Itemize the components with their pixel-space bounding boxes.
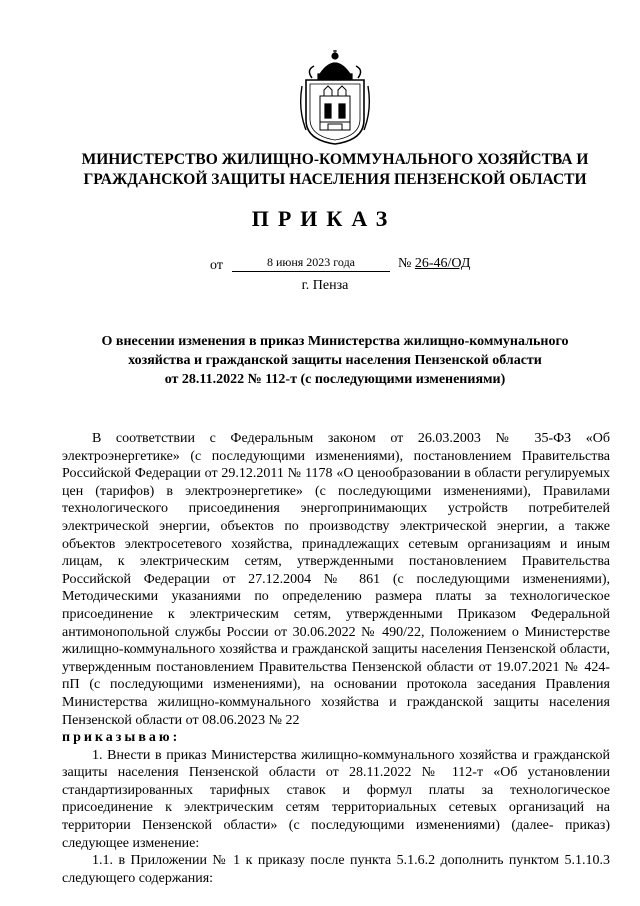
document-body xyxy=(62,430,610,887)
preamble-paragraph: В соответствии с Федеральным законом от 26.03.2003 № 35-ФЗ «Об электроэнергетике» (с последующими изменениями), постановлением Правительства Российской Федерации от 29.12.2011 № 1178 «О ценообразовании в области регулируемых цен (тарифов) в электроэнергетике» (с последующими изменениями), Правилами технологического присоединения энергопринимающих устройств потребителей электрической энергии, объектов по производству электрической энергии, а также объектов электросетевого хозяйства, принадлежащих сетевым организациям и иным лицам, к электрическим сетям, утвержденными постановлением Правительства Российской Федерации от 27.12.2004 № 861 (с последующими изменениями), Методическими указаниями по определению размера платы за технологическое присоединение к электрическим сетям, утвержденными Приказом Федеральной антимонопольной службы России от 30.06.2022 № 490/22, Положением о Министерстве жилищно-коммунального хозяйства и гражданской защиты населения Пензенской области, утвержденным постановлением Правительства Пензенской области от 19.07.2021 № 424-пП (с последующими изменениями), на основании протокола заседания Правления Министерства жилищно-коммунального хозяйства и гражданской защиты населения Пензенской области от 08.06.2023 № 22 xyxy=(62,431,610,728)
document-number xyxy=(398,256,470,272)
document-heading xyxy=(80,332,590,389)
order-word: приказываю: xyxy=(62,730,181,746)
heading-line1: О внесении изменения в приказ Министерства жилищно-коммунального xyxy=(101,334,569,349)
document-type: ПРИКАЗ xyxy=(251,206,397,231)
item-1-paragraph: 1. Внести в приказ Министерства жилищно-коммунального хозяйства и гражданской защиты населения Пензенской области от 28.11.2022 № 112-т «Об установлении стандартизированных тарифных ставок и формул платы за технологическое присоединение к электрическим сетям территориальных сетевых организаций на территории Пензенской области» (с последующими изменениями) (далее- приказ) следующее изменение: xyxy=(62,747,610,851)
order-word-paragraph xyxy=(62,729,610,747)
ministry-name-line2: ГРАЖДАНСКОЙ ЗАЩИТЫ НАСЕЛЕНИЯ ПЕНЗЕНСКОЙ ОБЛАСТИ xyxy=(83,171,587,188)
city: г. Пенза xyxy=(301,278,349,293)
number-value: 26-46/ОД xyxy=(414,256,471,271)
heading-line2: хозяйства и гражданской защиты населения Пензенской области xyxy=(128,353,542,368)
ministry-name xyxy=(60,150,610,190)
document-date: 8 июня 2023 года xyxy=(232,255,390,272)
date-prefix: от xyxy=(210,258,223,273)
heading-line3: от 28.11.2022 № 112-т (с последующими изменениями) xyxy=(164,372,506,387)
coat-of-arms-emblem xyxy=(298,50,372,146)
item-1-1-paragraph: 1.1. в Приложении № 1 к приказу после пункта 5.1.6.2 дополнить пунктом 5.1.10.3 следующего содержания: xyxy=(62,853,610,886)
ministry-name-line1: МИНИСТЕРСТВО ЖИЛИЩНО-КОММУНАЛЬНОГО ХОЗЯЙСТВА И xyxy=(81,151,589,168)
number-prefix: № xyxy=(398,256,412,271)
